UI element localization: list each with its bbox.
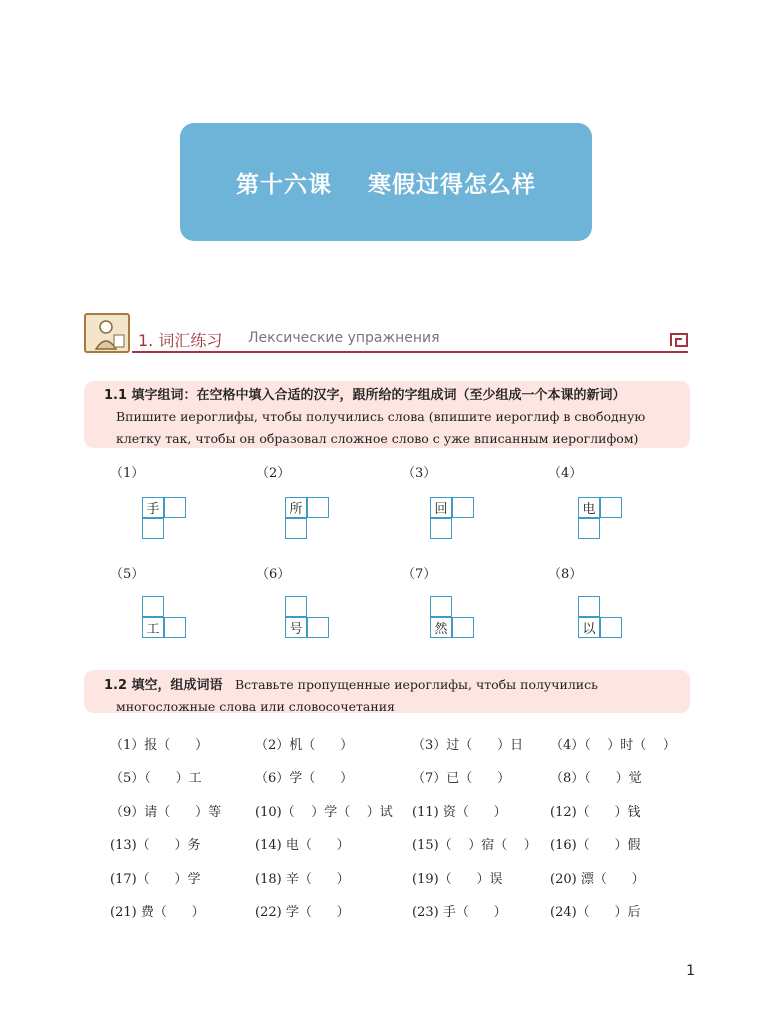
fill-blank-item[interactable]: (14) 电（ ） [255, 838, 350, 853]
page-number: 1 [686, 963, 695, 979]
fill-blank-item[interactable]: (17)（ ）学 [110, 872, 201, 887]
section-header [84, 313, 692, 355]
fill-blank-item[interactable]: (21) 费（ ） [110, 905, 205, 920]
grid-label: （8） [548, 567, 583, 582]
fill-blank-item[interactable]: （1）报（ ） [110, 738, 209, 753]
given-character-cell: 所 [285, 497, 307, 518]
section-title-ru: Лексические упражнения [248, 330, 440, 346]
given-character-cell: 然 [430, 617, 452, 638]
blank-character-cell[interactable] [600, 497, 622, 518]
blank-character-cell[interactable] [285, 596, 307, 617]
fill-blank-item[interactable]: (24)（ ）后 [550, 905, 641, 920]
blank-character-cell[interactable] [164, 497, 186, 518]
fill-blank-item[interactable]: (22) 学（ ） [255, 905, 350, 920]
fill-blank-item[interactable]: (13)（ ）务 [110, 838, 201, 853]
blank-character-cell[interactable] [578, 596, 600, 617]
blank-character-cell[interactable] [285, 518, 307, 539]
blank-character-cell[interactable] [142, 518, 164, 539]
fill-blank-item[interactable]: (15)（ ）宿（ ） [412, 838, 537, 853]
fill-blank-item[interactable]: （3）过（ ）日 [412, 738, 524, 753]
fill-blank-item[interactable]: (16)（ ）假 [550, 838, 641, 853]
grid-label: （2） [256, 466, 291, 481]
fill-blank-item[interactable]: （5）（ ）工 [110, 771, 202, 786]
exercise-2-instructions [84, 670, 690, 713]
fill-blank-item[interactable]: (12)（ ）钱 [550, 805, 641, 820]
blank-character-cell[interactable] [578, 518, 600, 539]
given-character-cell: 回 [430, 497, 452, 518]
exercise-2-heading: 1.2 填空，组成词语 [104, 678, 223, 693]
blank-character-cell[interactable] [430, 596, 452, 617]
lesson-title-banner [180, 123, 592, 241]
scholar-icon [84, 313, 130, 353]
section-title-zh: 1. 词汇练习 [138, 331, 223, 350]
fill-blank-item[interactable]: (11) 资（ ） [412, 805, 507, 820]
fill-blank-item[interactable]: (23) 手（ ） [412, 905, 507, 920]
exercise-1-heading: 1.1 填字组词：在空格中填入合适的汉字，跟所给的字组成词（至少组成一个本课的新词） [104, 388, 626, 403]
given-character-cell: 电 [578, 497, 600, 518]
grid-label: （7） [402, 567, 437, 582]
fill-blank-item[interactable]: (19)（ ）误 [412, 872, 503, 887]
grid-label: （3） [402, 466, 437, 481]
grid-label: （4） [548, 466, 583, 481]
fill-blank-item[interactable]: （6）学（ ） [255, 771, 354, 786]
fill-blank-item[interactable]: （2）机（ ） [255, 738, 354, 753]
blank-character-cell[interactable] [452, 497, 474, 518]
fill-blank-item[interactable]: （4）（ ）时（ ） [550, 738, 676, 753]
blank-character-cell[interactable] [307, 617, 329, 638]
given-character-cell: 手 [142, 497, 164, 518]
blank-character-cell[interactable] [142, 596, 164, 617]
fill-blank-item[interactable]: （7）已（ ） [412, 771, 511, 786]
fill-blank-item[interactable]: （8）（ ）觉 [550, 771, 642, 786]
fill-blank-item[interactable]: (10)（ ）学（ ）试 [255, 805, 393, 820]
blank-character-cell[interactable] [452, 617, 474, 638]
given-character-cell: 工 [142, 617, 164, 638]
grid-label: （6） [256, 567, 291, 582]
given-character-cell: 号 [285, 617, 307, 638]
grid-label: （1） [110, 466, 145, 481]
exercise-2-ru: Вставьте пропущенные иероглифы, чтобы получились многосложные слова или словосочетания [116, 677, 598, 714]
lesson-title: 第十六课 寒假过得怎么样 [235, 171, 537, 198]
exercise-1-ru: Впишите иероглифы, чтобы получились слова (впишите иероглиф в свободную клетку так, чтобы он образовал сложное слово с уже вписанным иероглифом) [116, 409, 646, 446]
fill-blank-item[interactable]: （9）请（ ）等 [110, 805, 222, 820]
blank-character-cell[interactable] [164, 617, 186, 638]
blank-character-cell[interactable] [307, 497, 329, 518]
fret-ornament-icon [670, 333, 688, 347]
exercise-1-instructions [84, 381, 690, 448]
grid-label: （5） [110, 567, 145, 582]
blank-character-cell[interactable] [430, 518, 452, 539]
fill-blank-item[interactable]: (20) 漂（ ） [550, 872, 645, 887]
section-divider [132, 351, 688, 353]
given-character-cell: 以 [578, 617, 600, 638]
blank-character-cell[interactable] [600, 617, 622, 638]
fill-blank-item[interactable]: (18) 辛（ ） [255, 872, 350, 887]
